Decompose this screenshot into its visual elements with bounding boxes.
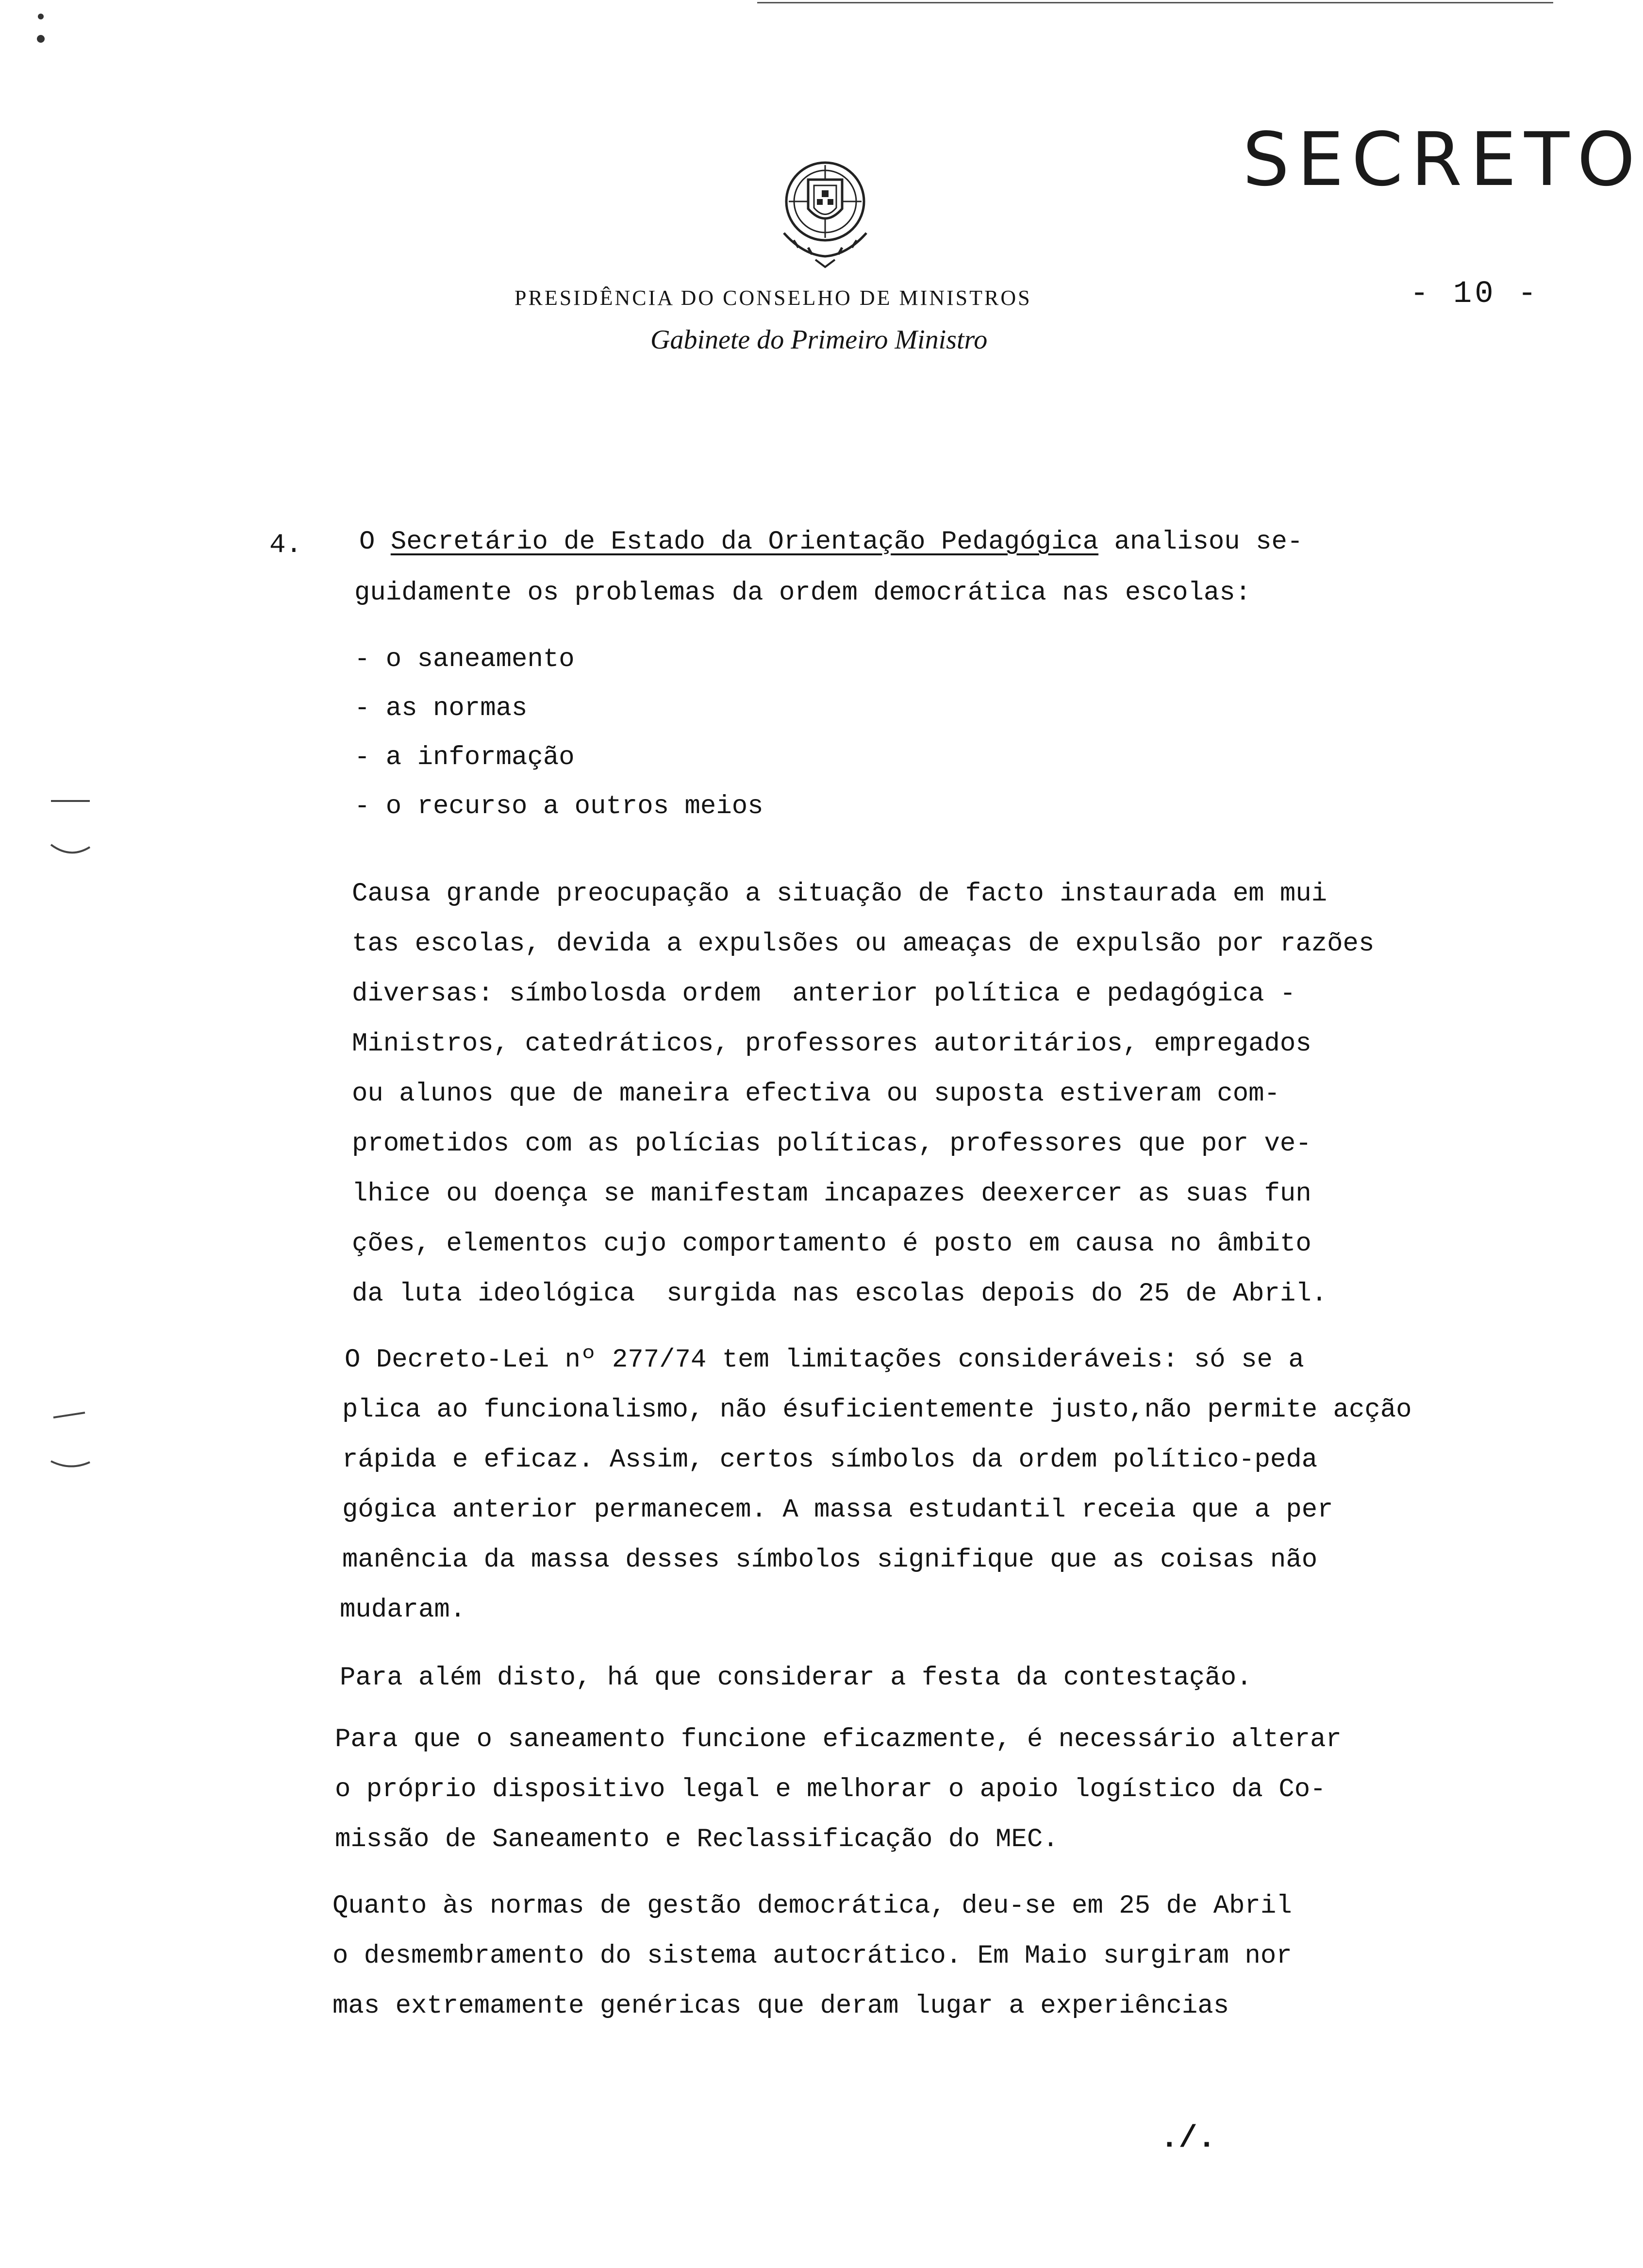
list-item: - as normas: [354, 694, 528, 723]
paragraph-line: prometidos com as polícias políticas, professores que por ve-: [352, 1129, 1311, 1159]
continuation-mark: ./.: [1160, 2121, 1216, 2156]
paragraph-line: diversas: símbolosda ordem anterior política e pedagógica -: [352, 979, 1296, 1009]
list-item: - o recurso a outros meios: [354, 792, 763, 821]
classification-stamp: SECRETO: [1243, 117, 1643, 202]
paragraph-line: plica ao funcionalismo, não ésuficientemente justo,não permite acção: [342, 1395, 1412, 1425]
paragraph-line: o desmembramento do sistema autocrático. Em Maio surgiram nor: [332, 1941, 1292, 1971]
paragraph-line: mudaram.: [340, 1595, 466, 1625]
intro-line-1: [359, 529, 1303, 555]
paragraph-line: manência da massa desses símbolos signifique que as coisas não: [342, 1545, 1318, 1575]
top-edge-line: [757, 2, 1553, 3]
paragraph-line: rápida e eficaz. Assim, certos símbolos da ordem político-peda: [342, 1445, 1318, 1475]
header-institution: PRESIDÊNCIA DO CONSELHO DE MINISTROS: [514, 286, 1032, 310]
paragraph-line: Quanto às normas de gestão democrática, deu-se em 25 de Abril: [332, 1891, 1292, 1921]
portuguese-coat-of-arms-icon: [769, 150, 881, 272]
paragraph-line: ções, elementos cujo comportamento é posto em causa no âmbito: [352, 1229, 1311, 1259]
paragraph-line: gógica anterior permanecem. A massa estudantil receia que a per: [342, 1495, 1333, 1525]
paragraph-line: da luta ideológica surgida nas escolas depois do 25 de Abril.: [352, 1279, 1328, 1309]
scan-speck: [38, 14, 44, 19]
list-item: - a informação: [354, 743, 575, 772]
item-number: 4.: [269, 529, 302, 560]
binding-hole-mark: [46, 796, 100, 864]
scan-speck: [37, 35, 45, 43]
binding-hole-mark: [46, 1408, 100, 1476]
paragraph-line: missão de Saneamento e Reclassificação do MEC.: [335, 1825, 1059, 1854]
paragraph-line: lhice ou doença se manifestam incapazes deexercer as suas fun: [352, 1179, 1311, 1209]
paragraph-line: Para que o saneamento funcione eficazmente, é necessário alterar: [335, 1725, 1342, 1754]
paragraph-line: Causa grande preocupação a situação de facto instaurada em mui: [352, 879, 1328, 909]
paragraph-line: o próprio dispositivo legal e melhorar o apoio logístico da Co-: [335, 1775, 1326, 1804]
paragraph-line: ou alunos que de maneira efectiva ou suposta estiveram com-: [352, 1079, 1280, 1109]
header-office: Gabinete do Primeiro Ministro: [650, 325, 988, 355]
paragraph-line: Para além disto, há que considerar a festa da contestação.: [340, 1663, 1252, 1693]
intro-text: analisou se-: [1098, 527, 1303, 557]
page-number: - 10 -: [1410, 277, 1540, 312]
paragraph-line: mas extremamente genéricas que deram lugar a experiências: [332, 1991, 1229, 2021]
intro-line-2: guidamente os problemas da ordem democrática nas escolas:: [354, 578, 1251, 608]
secretary-title: Secretário de Estado da Orientação Pedagógica: [390, 527, 1099, 557]
intro-text: O: [359, 527, 391, 557]
paragraph-line: tas escolas, devida a expulsões ou ameaças de expulsão por razões: [352, 929, 1375, 959]
paragraph-line: O Decreto-Lei nº 277/74 tem limitações consideráveis: só se a: [345, 1345, 1304, 1375]
list-item: - o saneamento: [354, 645, 575, 674]
paragraph-line: Ministros, catedráticos, professores autoritários, empregados: [352, 1029, 1311, 1059]
